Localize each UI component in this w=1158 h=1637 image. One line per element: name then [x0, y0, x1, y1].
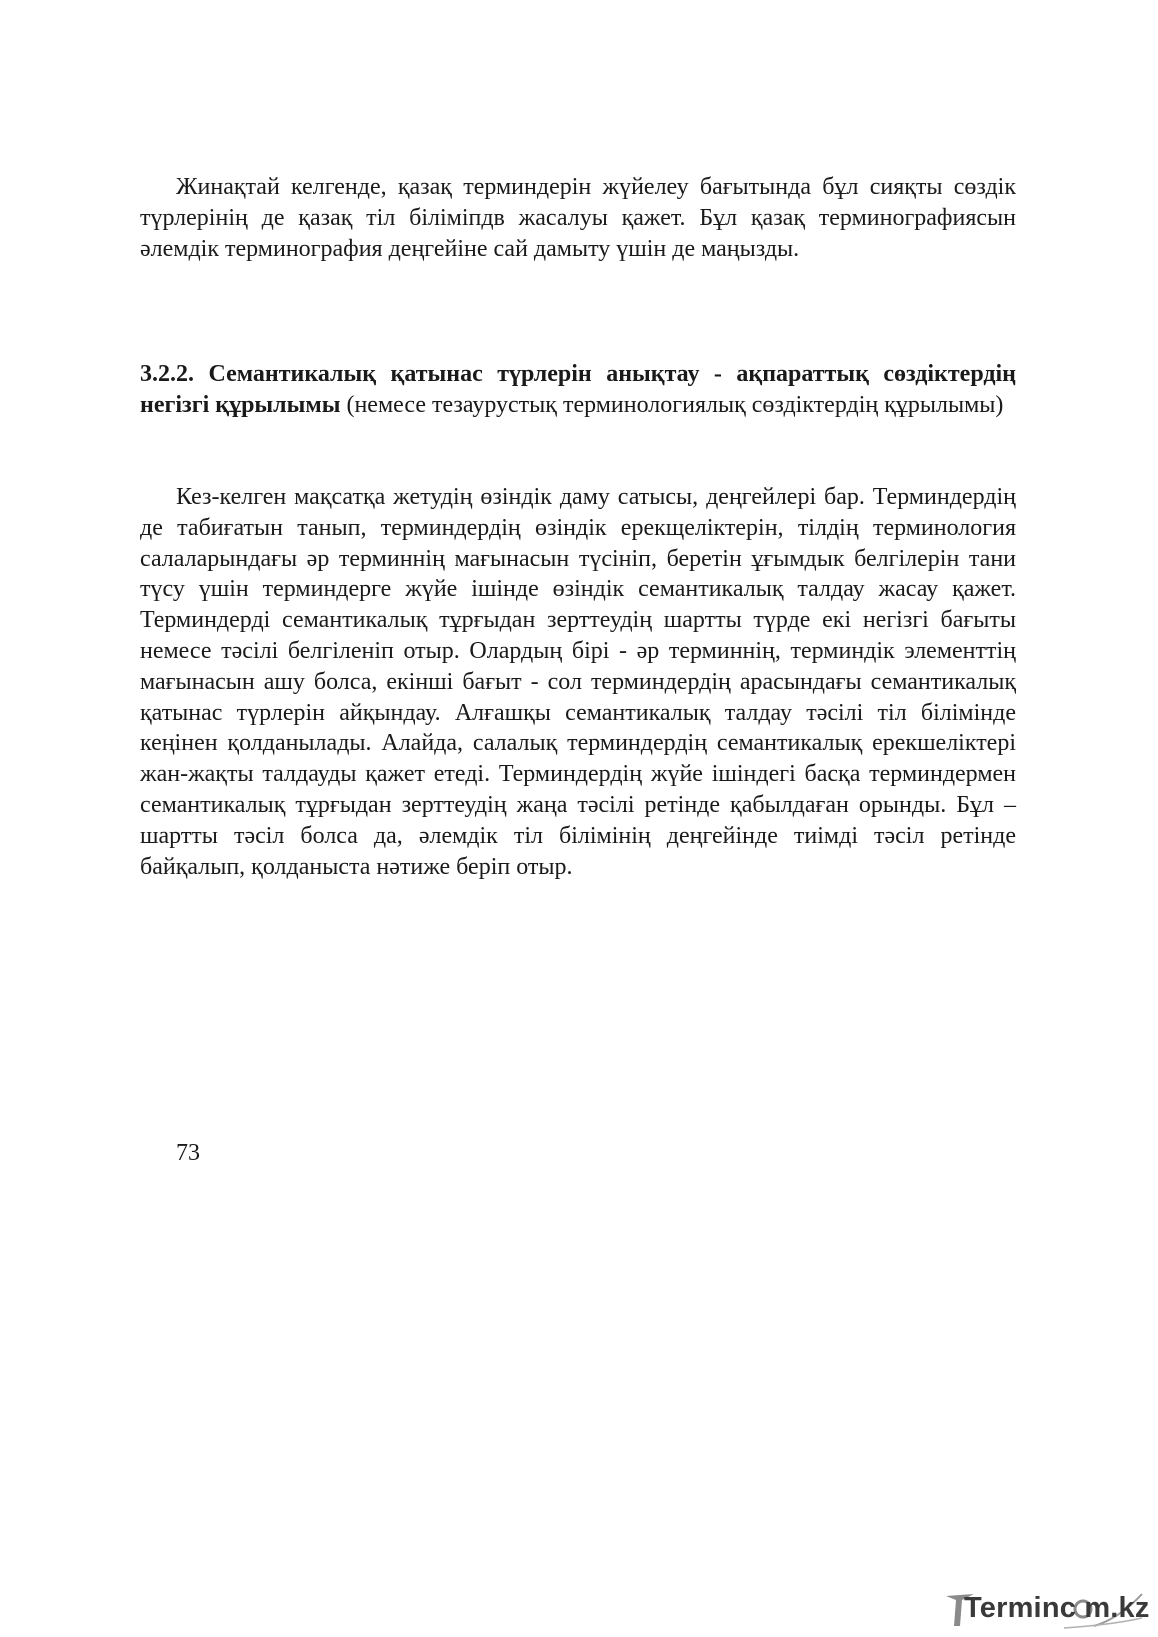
watermark-text: Terminc m.kz: [964, 1592, 1150, 1624]
paragraph-text: Жинақтай келгенде, қазақ терминдерін жүйелеу бағытында бұл сияқты сөздік түрлерінің де қазақ тіл біліміпдв жасалуы қажет. Бұл қазақ терминографиясын әлемдік терминография деңгейіне сай дамыту үшін де маңызды.: [140, 174, 1016, 262]
paragraph-body: [140, 482, 1016, 882]
page-number: 73: [176, 1140, 200, 1166]
section-heading-title: 3.2.2. Семантикалық қатынас түрлерін анықтау - ақпараттық сөздіктердің негізгі құрылымы: [140, 361, 1016, 418]
paragraph-intro: [140, 172, 1016, 264]
watermark-logo: [944, 1590, 1150, 1630]
paragraph-text: Кез-келген мақсатқа жетудің өзіндік даму сатысы, деңгейлері бар. Терминдердің де табиғатын танып, терминдердің өзіндік ерекщеліктерін, тілдің терминология салаларындағы әр терминнің мағынасын түсініп, беретін ұғымдык белгілерін тани түсу үшін терминдерге жүйе ішінде өзіндік семантикалық талдау жасау қажет. Терминдерді семантикалық тұрғыдан зерттеудің шартты түрде екі негізгі бағыты немесе тәсілі белгіленіп отыр. Олардың бірі - әр терминнің, терминдік элементтің мағынасын ашу болса, екінші бағыт - сол терминдердің арасындағы семантикалық қатынас түрлерін айқындау. Алғашқы семантикалық талдау тәсілі тіл білімінде кеңінен қолданылады. Алайда, салалық терминдердің семантикалық ерекшеліктері жан-жақты талдауды қажет етеді. Терминдердің жүйе ішіндегі басқа терминдермен семантикалық тұрғыдан зерттеудің жаңа тәсілі ретінде қабылдаған орынды. Бұл – шартты тәсіл болса да, әлемдік тіл білімінің деңгейінде тиімді тәсіл ретінде байқалып, қолданыста нәтиже беріп отыр.: [140, 484, 1016, 880]
section-heading-subtitle: (немесе тезаурустық терминологиялық сөздіктердің құрылымы): [340, 391, 1004, 418]
section-heading: [140, 359, 1016, 421]
section-heading-line: [140, 359, 1016, 421]
